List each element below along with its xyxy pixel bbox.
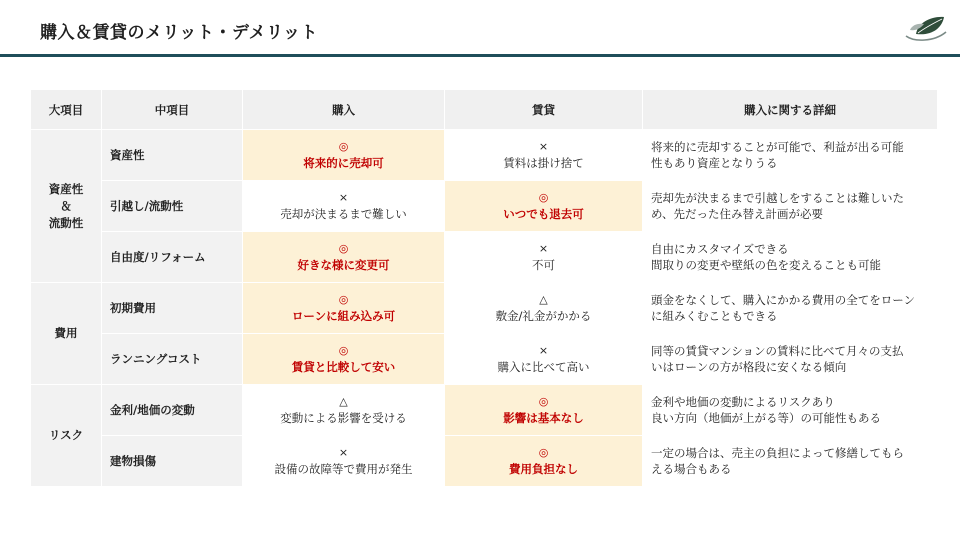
minor-category: 初期費用 [102,283,243,334]
detail-cell [643,385,938,436]
table-header-row [31,90,938,130]
buy-cell [243,385,445,436]
detail-cell [643,334,938,385]
detail-line: 金利や地価の変動によるリスクあり [651,395,835,409]
detail-line: 性もあり資産となりうる [651,156,778,170]
buy-text: 好きな様に変更可 [297,258,390,272]
detail-cell [643,181,938,232]
double-circle-icon: ◎ [338,242,349,255]
minor-category: ランニングコスト [102,334,243,385]
table-row [31,334,938,385]
double-circle-icon: ◎ [338,140,349,153]
rent-cell [445,385,643,436]
header-buy: 購入 [243,90,445,130]
detail-line: 売却先が決まるまで引越しをすることは難しいた [651,191,904,205]
double-circle-icon: ◎ [538,446,549,459]
detail-line: える場合もある [651,462,732,476]
table-row [31,283,938,334]
rent-cell [445,181,643,232]
buy-cell [243,181,445,232]
major-category-risk [31,385,102,487]
detail-cell [643,283,938,334]
buy-cell [243,232,445,283]
major-label-line: 流動性 [48,215,84,230]
rent-text: 費用負担なし [509,462,578,476]
buy-cell [243,436,445,487]
double-circle-icon: ◎ [338,344,349,357]
detail-cell [643,130,938,181]
major-label-line: リスク [48,428,84,442]
buy-text: 売却が決まるまで難しい [280,207,407,221]
rent-cell [445,436,643,487]
rent-text: 購入に比べて高い [497,360,590,374]
leaf-logo-icon [900,12,952,46]
detail-line: め、先だった住み替え計画が必要 [651,207,824,221]
detail-line: 一定の場合は、売主の負担によって修繕してもら [651,446,904,460]
detail-line: 自由にカスタマイズできる [651,242,789,256]
cross-icon: × [338,446,349,459]
header-minor: 中項目 [102,90,243,130]
triangle-icon: △ [539,293,548,306]
title-divider [0,54,960,57]
header-rent: 賃貸 [445,90,643,130]
rent-text: 賃料は掛け捨て [503,156,584,170]
cross-icon: × [338,191,349,204]
buy-text: 賃貸と比較して安い [291,360,396,374]
table-row [31,181,938,232]
cross-icon: × [538,242,549,255]
minor-category: 金利/地価の変動 [102,385,243,436]
rent-cell [445,130,643,181]
table-row [31,385,938,436]
table-row [31,232,938,283]
rent-cell [445,334,643,385]
major-category-cost [31,283,102,385]
double-circle-icon: ◎ [538,191,549,204]
buy-cell [243,130,445,181]
rent-text: いつでも退去可 [503,207,584,221]
detail-line: 良い方向（地価が上がる等）の可能性もある [651,411,881,425]
detail-line: 同等の賃貸マンションの賃料に比べて月々の支払 [651,344,904,358]
buy-text: 設備の故障等で費用が発生 [274,462,413,476]
detail-line: いはローンの方が格段に安くなる傾向 [651,360,847,374]
buy-text: ローンに組み込み可 [291,309,396,323]
major-category-asset [31,130,102,283]
detail-line: 間取りの変更や壁紙の色を変えることも可能 [651,258,881,272]
rent-cell [445,232,643,283]
table-row [31,436,938,487]
detail-line: に組みくむこともできる [651,309,778,323]
detail-cell [643,232,938,283]
minor-category: 建物損傷 [102,436,243,487]
rent-text: 不可 [532,258,555,272]
detail-line: 将来的に売却することが可能で、利益が出る可能 [651,140,904,154]
buy-cell [243,334,445,385]
rent-cell [445,283,643,334]
cross-icon: × [538,140,549,153]
detail-cell [643,436,938,487]
buy-text: 将来的に売却可 [303,156,384,170]
comparison-table [30,89,938,487]
minor-category: 自由度/リフォーム [102,232,243,283]
header-major: 大項目 [31,90,102,130]
page-title: 購入＆賃貸のメリット・デメリット [40,23,318,43]
major-label-line: 費用 [54,326,78,340]
header-detail: 購入に関する詳細 [643,90,938,130]
major-label-line: ＆ [60,198,72,213]
double-circle-icon: ◎ [538,395,549,408]
rent-text: 影響は基本なし [503,411,584,425]
rent-text: 敷金/礼金がかかる [495,309,592,323]
buy-text: 変動による影響を受ける [280,411,407,425]
minor-category: 引越し/流動性 [102,181,243,232]
cross-icon: × [538,344,549,357]
table-row [31,130,938,181]
major-label-line: 資産性 [48,181,84,196]
triangle-icon: △ [339,395,348,408]
detail-line: 頭金をなくして、購入にかかる費用の全てをローン [651,293,916,307]
double-circle-icon: ◎ [338,293,349,306]
buy-cell [243,283,445,334]
minor-category: 資産性 [102,130,243,181]
